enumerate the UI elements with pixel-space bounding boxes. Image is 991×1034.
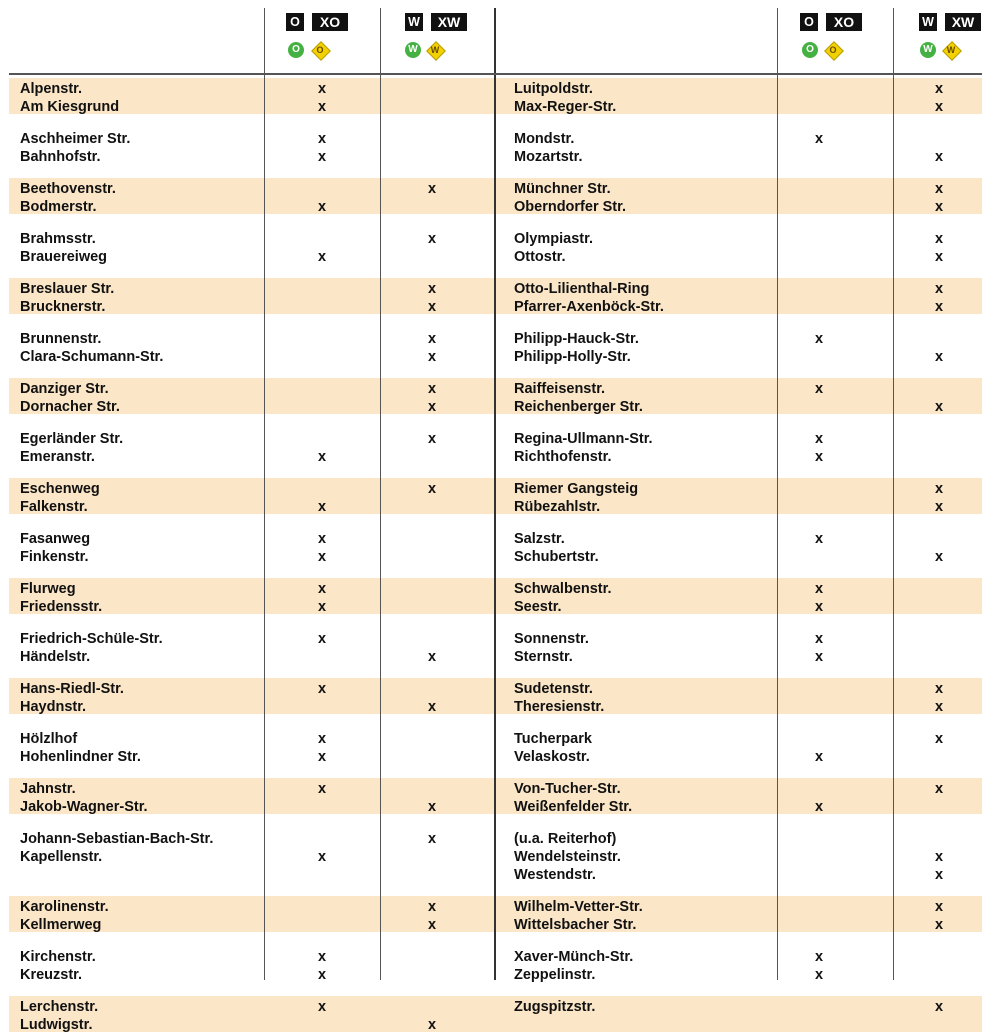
o-schedule-mark: x — [814, 449, 824, 465]
street-name: Schubertstr. — [514, 549, 599, 565]
street-name: Salzstr. — [514, 531, 565, 547]
street-name: Brauereiweg — [20, 249, 108, 265]
street-name: Händelstr. — [20, 649, 91, 665]
o-diamond-label: O — [316, 45, 324, 55]
o-circle-icon: O — [288, 42, 304, 58]
street-name: Flurweg — [20, 581, 76, 597]
w-schedule-mark: x — [934, 231, 944, 247]
w-label-square: W — [405, 13, 423, 31]
street-name: Kreuzstr. — [20, 967, 83, 983]
w-diamond-icon — [427, 42, 443, 58]
street-name: Olympiastr. — [514, 231, 593, 247]
street-name: Max-Reger-Str. — [514, 99, 617, 115]
column-divider — [264, 8, 265, 980]
o-schedule-mark: x — [317, 531, 327, 547]
street-name: Westendstr. — [514, 867, 596, 883]
street-name: Johann-Sebastian-Bach-Str. — [20, 831, 214, 847]
o-schedule-mark: x — [317, 999, 327, 1015]
w-schedule-mark: x — [934, 481, 944, 497]
w-schedule-mark: x — [427, 381, 437, 397]
street-name: Brahmsstr. — [20, 231, 96, 247]
street-name: Zeppelinstr. — [514, 967, 596, 983]
w-schedule-mark: x — [427, 331, 437, 347]
xw-label-square-right: XW — [945, 13, 981, 31]
o-schedule-mark: x — [317, 949, 327, 965]
w-label-square-right: W — [919, 13, 937, 31]
street-name: Egerländer Str. — [20, 431, 124, 447]
street-name: Rübezahlstr. — [514, 499, 601, 515]
w-schedule-mark: x — [934, 849, 944, 865]
street-name: Wendelsteinstr. — [514, 849, 621, 865]
street-name: Tucherpark — [514, 731, 592, 747]
street-name: Hölzlhof — [20, 731, 78, 747]
w-schedule-mark: x — [427, 799, 437, 815]
w-schedule-mark: x — [934, 899, 944, 915]
w-circle-icon: W — [405, 42, 421, 58]
o-schedule-mark: x — [317, 149, 327, 165]
street-name: Sudetenstr. — [514, 681, 593, 697]
street-name: Haydnstr. — [20, 699, 87, 715]
w-schedule-mark: x — [427, 231, 437, 247]
street-name: Oberndorfer Str. — [514, 199, 626, 215]
w-schedule-mark: x — [934, 149, 944, 165]
street-name: Dornacher Str. — [20, 399, 120, 415]
w-schedule-mark: x — [934, 499, 944, 515]
street-name: Zugspitzstr. — [514, 999, 596, 1015]
w-schedule-mark: x — [934, 731, 944, 747]
o-schedule-mark: x — [317, 599, 327, 615]
o-schedule-mark: x — [317, 131, 327, 147]
street-name: Pfarrer-Axenböck-Str. — [514, 299, 664, 315]
w-schedule-mark: x — [427, 1017, 437, 1033]
street-name: Wilhelm-Vetter-Str. — [514, 899, 643, 915]
street-name: Philipp-Hauck-Str. — [514, 331, 639, 347]
street-name: Eschenweg — [20, 481, 100, 497]
o-schedule-mark: x — [317, 99, 327, 115]
w-schedule-mark: x — [427, 899, 437, 915]
xo-label-square: XO — [312, 13, 348, 31]
w-schedule-mark: x — [427, 281, 437, 297]
street-name: Hohenlindner Str. — [20, 749, 141, 765]
w-schedule-mark: x — [934, 181, 944, 197]
street-name: Kellmerweg — [20, 917, 102, 933]
o-schedule-mark: x — [317, 549, 327, 565]
o-schedule-mark: x — [317, 681, 327, 697]
w-schedule-mark: x — [427, 481, 437, 497]
w-schedule-mark: x — [934, 249, 944, 265]
o-circle-icon-right: O — [802, 42, 818, 58]
column-divider — [777, 8, 778, 980]
o-schedule-mark: x — [317, 199, 327, 215]
street-name: Aschheimer Str. — [20, 131, 131, 147]
o-schedule-mark: x — [814, 331, 824, 347]
street-name: Ludwigstr. — [20, 1017, 93, 1033]
street-name: Von-Tucher-Str. — [514, 781, 621, 797]
street-name: Xaver-Münch-Str. — [514, 949, 634, 965]
street-name: Beethovenstr. — [20, 181, 116, 197]
xw-label-square: XW — [431, 13, 467, 31]
w-schedule-mark: x — [427, 299, 437, 315]
w-schedule-mark: x — [934, 399, 944, 415]
o-schedule-mark: x — [317, 849, 327, 865]
o-schedule-mark: x — [814, 631, 824, 647]
o-diamond-icon — [312, 42, 328, 58]
street-name: Alpenstr. — [20, 81, 83, 97]
street-name: Mozartstr. — [514, 149, 583, 165]
street-name: Hans-Riedl-Str. — [20, 681, 124, 697]
w-schedule-mark: x — [934, 549, 944, 565]
o-schedule-mark: x — [814, 381, 824, 397]
street-name: Karolinenstr. — [20, 899, 109, 915]
o-schedule-mark: x — [317, 967, 327, 983]
o-schedule-mark: x — [317, 749, 327, 765]
w-diamond-label: W — [430, 45, 440, 55]
street-name: Philipp-Holly-Str. — [514, 349, 631, 365]
o-schedule-mark: x — [814, 431, 824, 447]
w-schedule-mark: x — [427, 431, 437, 447]
o-diamond-label-right: O — [829, 45, 837, 55]
street-name: Emeranstr. — [20, 449, 95, 465]
o-schedule-mark: x — [317, 249, 327, 265]
street-name: Reichenberger Str. — [514, 399, 643, 415]
o-diamond-icon-right — [825, 42, 841, 58]
street-name: Breslauer Str. — [20, 281, 115, 297]
street-name: Friedensstr. — [20, 599, 103, 615]
street-name: Finkenstr. — [20, 549, 89, 565]
street-name: Lerchenstr. — [20, 999, 99, 1015]
w-schedule-mark: x — [427, 649, 437, 665]
street-name: Regina-Ullmann-Str. — [514, 431, 653, 447]
street-name: Bodmerstr. — [20, 199, 97, 215]
o-schedule-mark: x — [814, 799, 824, 815]
street-name: Theresienstr. — [514, 699, 605, 715]
xo-label-square-right: XO — [826, 13, 862, 31]
street-name: Jahnstr. — [20, 781, 76, 797]
w-schedule-mark: x — [427, 917, 437, 933]
street-name: Jakob-Wagner-Str. — [20, 799, 148, 815]
street-name: Schwalbenstr. — [514, 581, 612, 597]
street-name: Sternstr. — [514, 649, 573, 665]
w-schedule-mark: x — [934, 999, 944, 1015]
street-name: Friedrich-Schüle-Str. — [20, 631, 163, 647]
row-band — [9, 996, 982, 1032]
w-diamond-icon-right — [943, 42, 959, 58]
street-name: Falkenstr. — [20, 499, 88, 515]
street-name: Münchner Str. — [514, 181, 611, 197]
o-schedule-mark: x — [317, 499, 327, 515]
street-name: Danziger Str. — [20, 381, 109, 397]
street-name: Wittelsbacher Str. — [514, 917, 637, 933]
street-name: Weißenfelder Str. — [514, 799, 633, 815]
street-name: Velaskostr. — [514, 749, 590, 765]
w-schedule-mark: x — [934, 699, 944, 715]
w-schedule-mark: x — [427, 349, 437, 365]
street-name: Seestr. — [514, 599, 562, 615]
column-divider — [494, 8, 496, 980]
street-name: Luitpoldstr. — [514, 81, 593, 97]
o-schedule-mark: x — [317, 631, 327, 647]
o-label-square-right: O — [800, 13, 818, 31]
w-schedule-mark: x — [427, 831, 437, 847]
street-name: Sonnenstr. — [514, 631, 589, 647]
w-schedule-mark: x — [427, 699, 437, 715]
w-schedule-mark: x — [934, 281, 944, 297]
w-schedule-mark: x — [934, 81, 944, 97]
street-name: Ottostr. — [514, 249, 566, 265]
w-schedule-mark: x — [934, 867, 944, 883]
w-schedule-mark: x — [934, 199, 944, 215]
o-schedule-mark: x — [317, 731, 327, 747]
street-name: Clara-Schumann-Str. — [20, 349, 164, 365]
o-schedule-mark: x — [814, 599, 824, 615]
w-schedule-mark: x — [934, 681, 944, 697]
street-name: Kapellenstr. — [20, 849, 103, 865]
street-name: Bahnhofstr. — [20, 149, 101, 165]
street-name: Brunnenstr. — [20, 331, 102, 347]
w-schedule-mark: x — [934, 99, 944, 115]
column-divider — [380, 8, 381, 980]
o-schedule-mark: x — [814, 531, 824, 547]
o-schedule-mark: x — [317, 581, 327, 597]
street-name: Fasanweg — [20, 531, 91, 547]
o-schedule-mark: x — [814, 131, 824, 147]
o-schedule-mark: x — [317, 449, 327, 465]
street-name: Raiffeisenstr. — [514, 381, 606, 397]
street-name: Brucknerstr. — [20, 299, 106, 315]
w-schedule-mark: x — [427, 181, 437, 197]
w-schedule-mark: x — [934, 299, 944, 315]
street-name: Kirchenstr. — [20, 949, 96, 965]
street-name: Mondstr. — [514, 131, 575, 147]
street-name: Am Kiesgrund — [20, 99, 120, 115]
w-schedule-mark: x — [427, 399, 437, 415]
o-label-square: O — [286, 13, 304, 31]
o-schedule-mark: x — [814, 649, 824, 665]
o-schedule-mark: x — [814, 949, 824, 965]
o-schedule-mark: x — [814, 749, 824, 765]
o-schedule-mark: x — [814, 581, 824, 597]
o-schedule-mark: x — [814, 967, 824, 983]
w-schedule-mark: x — [934, 349, 944, 365]
street-name: Riemer Gangsteig — [514, 481, 639, 497]
w-schedule-mark: x — [934, 917, 944, 933]
column-divider — [893, 8, 894, 980]
o-schedule-mark: x — [317, 781, 327, 797]
street-name: Richthofenstr. — [514, 449, 612, 465]
street-name: Otto-Lilienthal-Ring — [514, 281, 650, 297]
w-diamond-label-right: W — [946, 45, 956, 55]
w-schedule-mark: x — [934, 781, 944, 797]
o-schedule-mark: x — [317, 81, 327, 97]
w-circle-icon-right: W — [920, 42, 936, 58]
street-name: (u.a. Reiterhof) — [514, 831, 617, 847]
header-divider — [9, 73, 982, 75]
